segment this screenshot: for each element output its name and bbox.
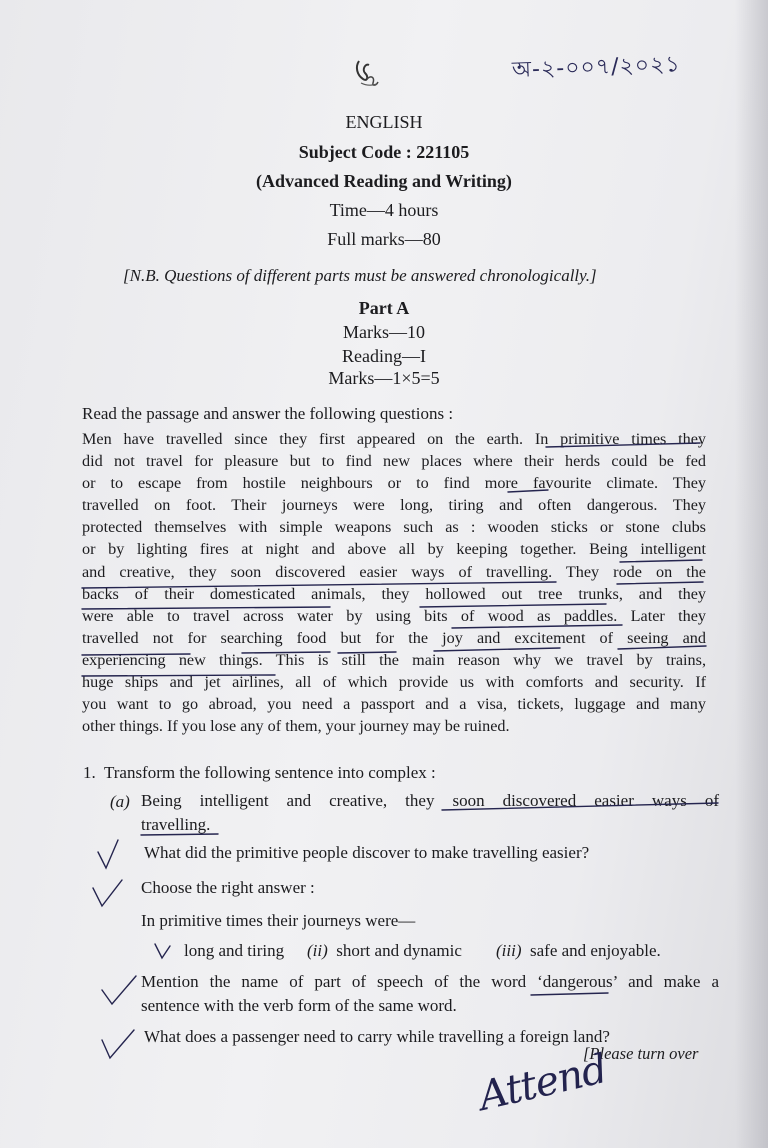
paper-title: (Advanced Reading and Writing) [256,171,512,191]
handwritten-signature: Attend [474,1046,611,1120]
question-d-line: Mention the name of part of speech of the word ‘dangerous’ and make a [141,972,719,991]
tick-mark [102,976,136,1004]
passage-instruction: Read the passage and answer the following questions : [82,404,454,423]
question-e [144,1027,610,1047]
part-a-title: Part A [358,298,410,318]
passage-line: did not travel for pleasure but to find new places where their herds could be fed [82,452,706,471]
question-a-line: Being intelligent and creative, they soon discovered easier ways of [141,791,719,810]
passage-line: were able to travel across water by using bits of wood as paddles. Later they [82,606,706,625]
passage-line: other things. If you lose any of them, your journey may be ruined. [82,717,510,736]
question-d-text [141,970,719,1018]
question-a-line: travelling. [141,815,211,834]
passage-line: huge ships and jet airlines, all of which provide us with comforts and security. If [82,673,706,692]
part-a-marks: Marks—10 [343,322,425,342]
question-a-text [141,789,719,837]
passage-line: Men have travelled since they first appeared on the earth. In primitive times they [82,430,706,448]
passage-line: travelled not for searching food but for the joy and excitement of seeing and [82,628,706,647]
subject-code: Subject Code : 221105 [298,142,470,162]
option-2-label: (ii) [307,941,328,960]
passage-line: and creative, they soon discovered easier ways of travelling. They rode on the [82,562,706,581]
subject-title: ENGLISH [345,112,423,132]
full-marks: Full marks—80 [327,229,441,249]
passage-line: you want to go abroad, you need a passport and a visa, tickets, luggage and many [82,695,706,714]
question-e-text: What does a passenger need to carry while travelling a foreign land? [144,1027,610,1046]
question-c-text: Choose the right answer : [141,878,315,897]
tick-mark [93,880,122,906]
question-1 [83,763,436,783]
option-3 [496,941,661,961]
passage-line: travelled on foot. Their journeys were long, tiring and often dangerous. They [82,496,706,515]
option-3-text: safe and enjoyable. [530,941,661,960]
tick-mark [102,1030,134,1058]
passage-line: or by lighting fires at night and above all by keeping together. Being intelligent [82,540,706,559]
option-3-label: (iii) [496,941,522,960]
passage-line: backs of their domesticated animals, they hollowed out tree trunks, and they [82,584,706,603]
question-c [141,878,315,898]
question-d-line: sentence with the verb form of the same word. [141,996,457,1015]
option-1-text: long and tiring [184,941,285,960]
passage-line: or to escape from hostile neighbours or to find more favourite climate. They [82,474,706,493]
instructions-note: [N.B. Questions of different parts must be answered chronologically.] [123,266,597,285]
exam-time: Time—4 hours [329,200,439,220]
question-b-text: What did the primitive people discover to make travelling easier? [144,843,590,862]
question-a-label: (a) [110,792,130,811]
passage-line: protected themselves with simple weapons such as : wooden sticks or stone clubs [82,518,706,537]
question-number: 1. [83,763,96,782]
reading-passage [82,428,706,737]
question-instruction: Transform the following sentence into complex : [103,763,436,782]
section-marks: Marks—1×5=5 [328,368,440,388]
option-2-text: short and dynamic [336,941,462,960]
tick-mark [98,840,118,868]
printer-seal-icon [345,55,385,91]
question-c-stem: In primitive times their journeys were— [141,911,416,930]
passage-line: experiencing new things. This is still the main reason why we travel by trains, [82,650,706,669]
option-2 [307,941,462,961]
handwritten-paper-code: অ-২-০০৭/২০২১ [511,52,682,83]
tick-mark [155,944,170,958]
section-title: Reading—I [342,346,426,366]
question-b [144,843,589,863]
turn-over-note: [Please turn over [583,1044,699,1063]
